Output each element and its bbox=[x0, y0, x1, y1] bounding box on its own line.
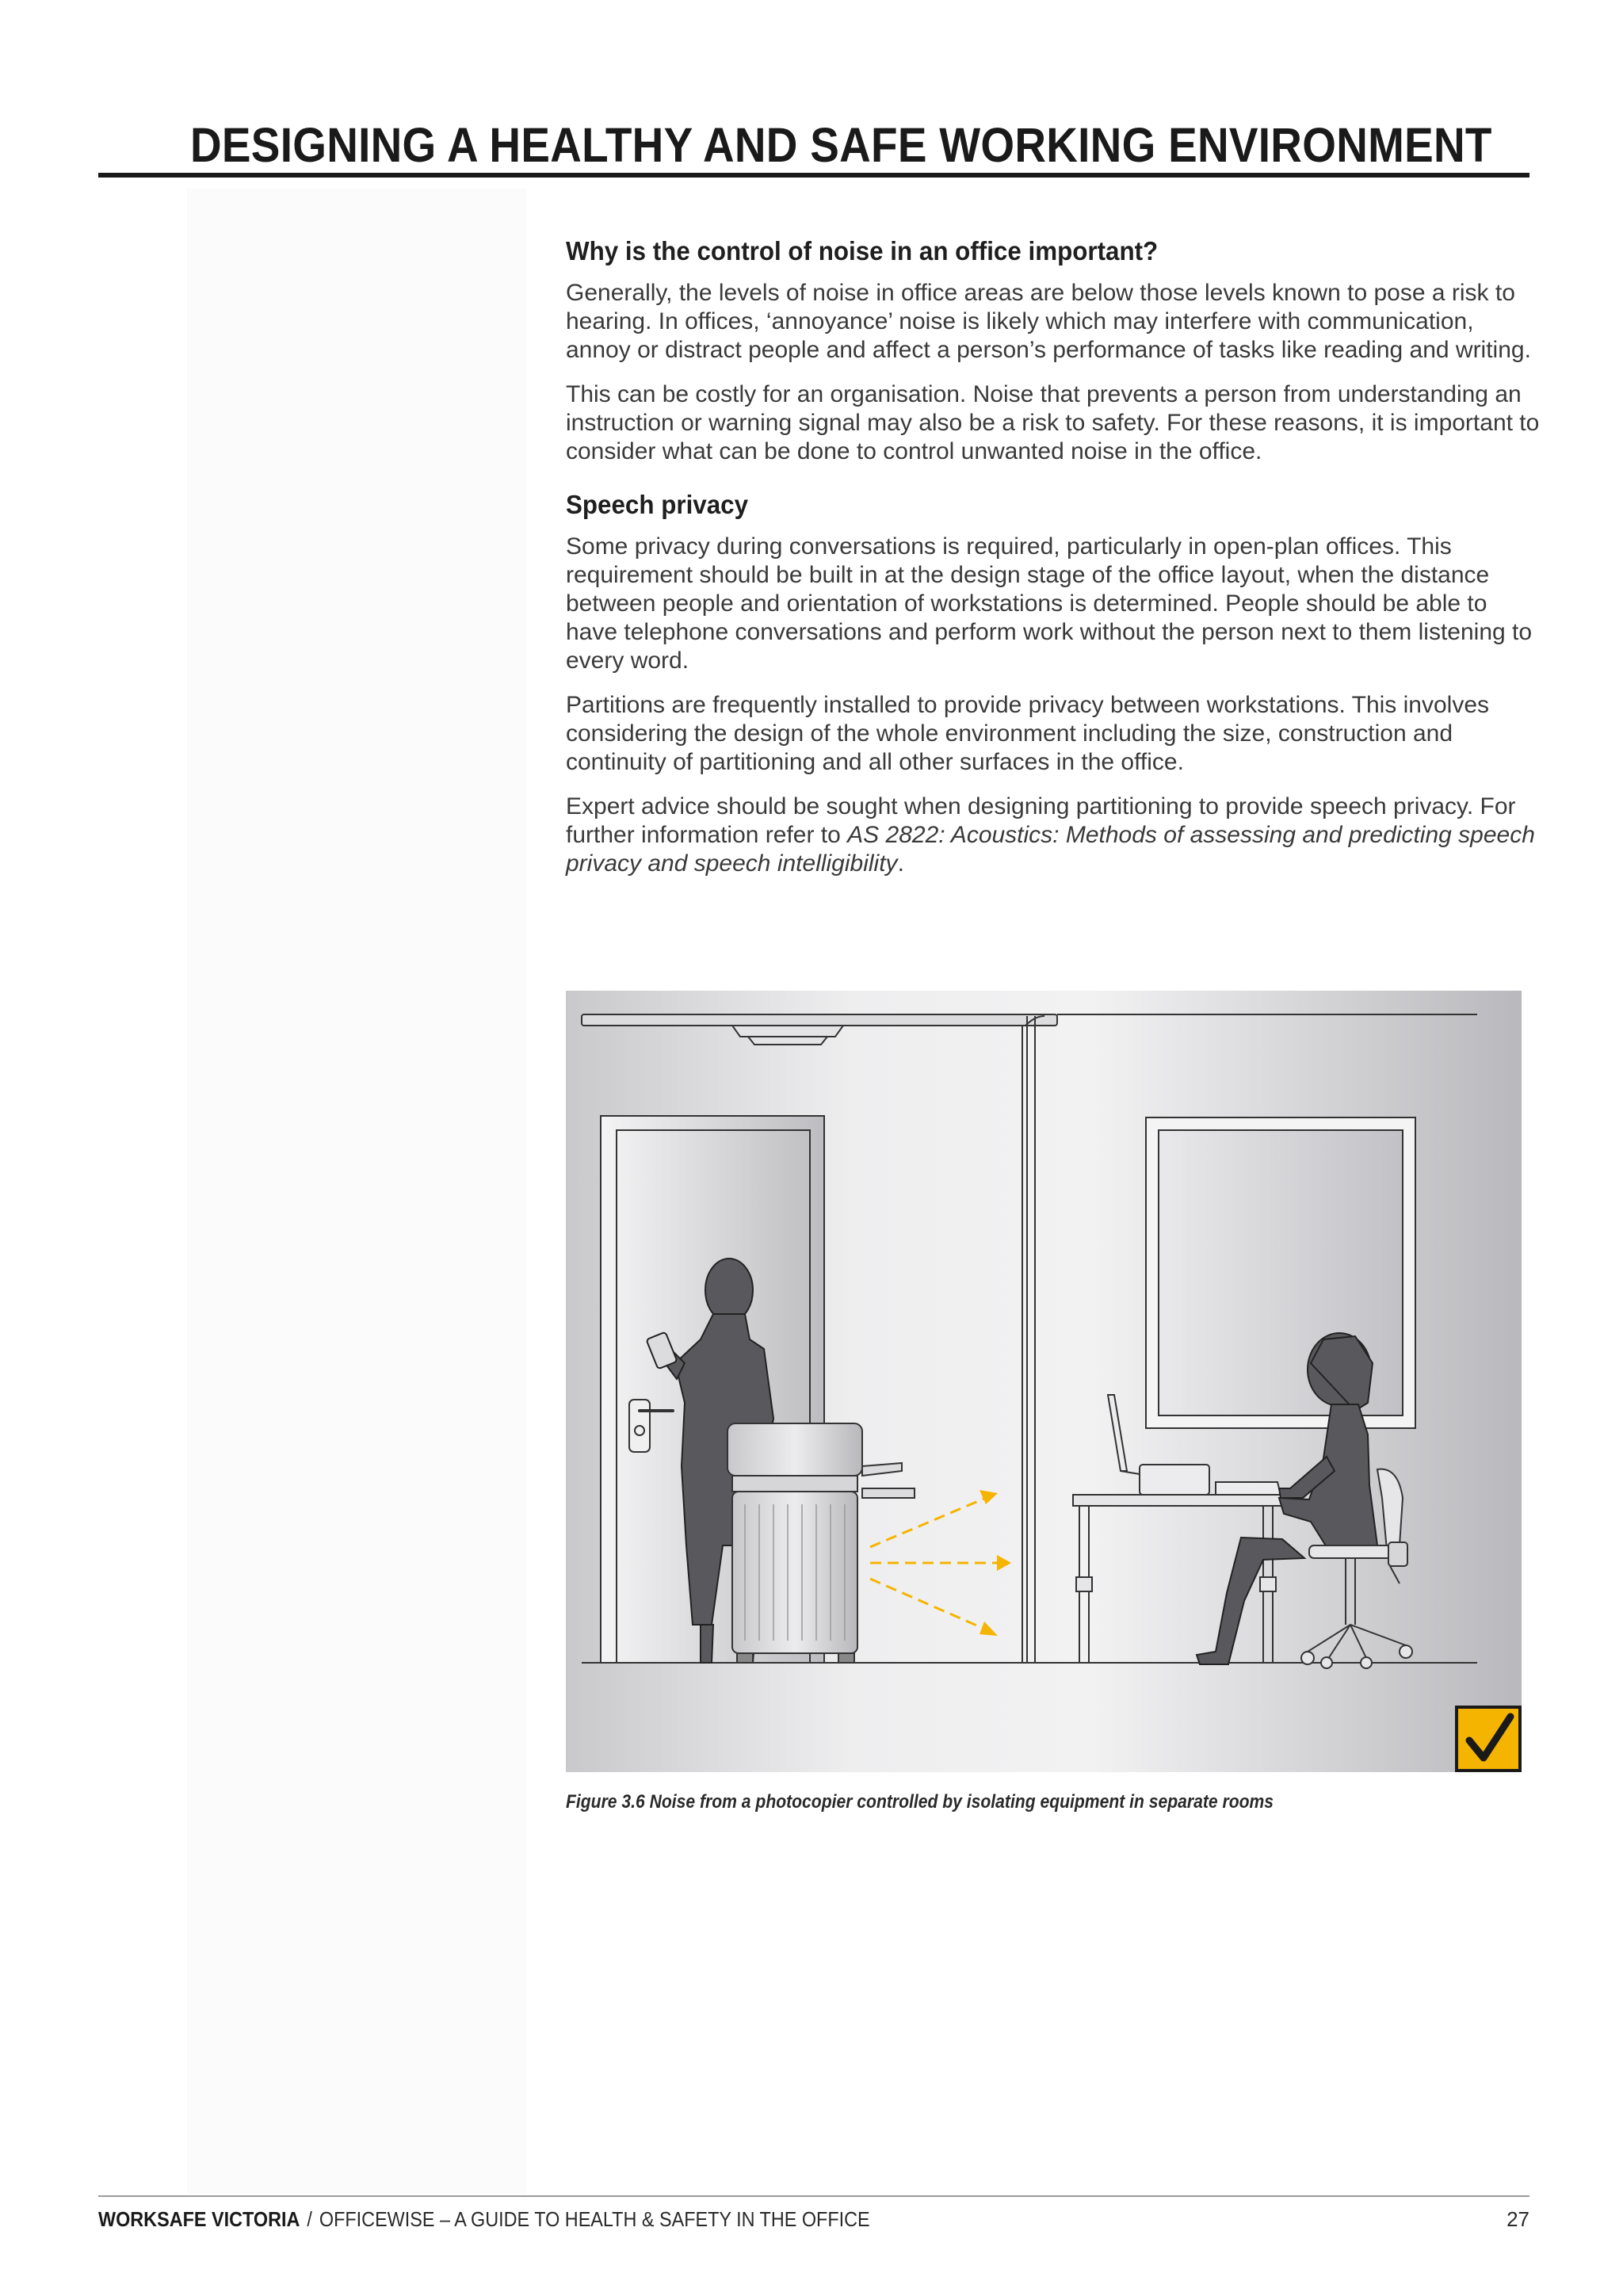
reference-paragraph bbox=[566, 793, 1541, 878]
main-content bbox=[566, 235, 1540, 894]
footer-publication: OFFICEWISE – A GUIDE TO HEALTH & SAFETY IN THE OFFICE bbox=[319, 2207, 870, 2231]
paragraph: Some privacy during conversations is required, particularly in open-plan offices. This requirement should be built in at the design stage of the office layout, when the distance between people and orientation of workstations is determined. People should be able to have telephone conversations and perform work without the person next to them listening to every word. bbox=[566, 533, 1533, 674]
page-title: DESIGNING A HEALTHY AND SAFE WORKING ENVIRONMENT bbox=[190, 118, 1492, 172]
section-heading-speech-privacy: Speech privacy bbox=[566, 490, 749, 519]
footer-rule bbox=[98, 2195, 1529, 2197]
footer bbox=[98, 2205, 1529, 2233]
reference-tail: . bbox=[897, 850, 904, 877]
title-rule bbox=[98, 173, 1529, 178]
footer-separator: / bbox=[307, 2207, 312, 2231]
footer-brand: WORKSAFE VICTORIA bbox=[98, 2207, 300, 2231]
margin-band bbox=[187, 189, 526, 2194]
paragraph: This can be costly for an organisation. Noise that prevents a person from understanding an instruction or warning signal may also be a risk to safety. For these reasons, it is important to consider what can be done to control unwanted noise in the office. bbox=[566, 381, 1540, 464]
paragraph: Generally, the levels of noise in office areas are below those levels known to pose a risk to hearing. In offices, ‘annoyance’ noise is likely which may interfere with communication, annoy or distract people and affect a person’s performance of tasks like reading and writing. bbox=[566, 280, 1531, 363]
reference-lead: Expert advice should be sought when designing partitioning to provide speech privacy. For further information refer to bbox=[566, 793, 1516, 848]
footer-publication-line bbox=[98, 2205, 870, 2233]
standard-citation: AS 2822: Acoustics: Methods of assessing and predicting speech privacy and speech intelligibility bbox=[566, 822, 1535, 877]
figure-caption: Figure 3.6 Noise from a photocopier controlled by isolating equipment in separate rooms bbox=[566, 1791, 1274, 1813]
paragraph: Partitions are frequently installed to provide privacy between workstations. This involves considering the design of the whole environment including the size, construction and continuity of partitioning and all other surfaces in the office. bbox=[566, 692, 1490, 775]
ceiling-beam bbox=[582, 1014, 1057, 1026]
page-number: 27 bbox=[1507, 2207, 1529, 2231]
section-heading-noise: Why is the control of noise in an office important? bbox=[566, 236, 1159, 266]
illustration-photocopier-room bbox=[566, 991, 1522, 1772]
